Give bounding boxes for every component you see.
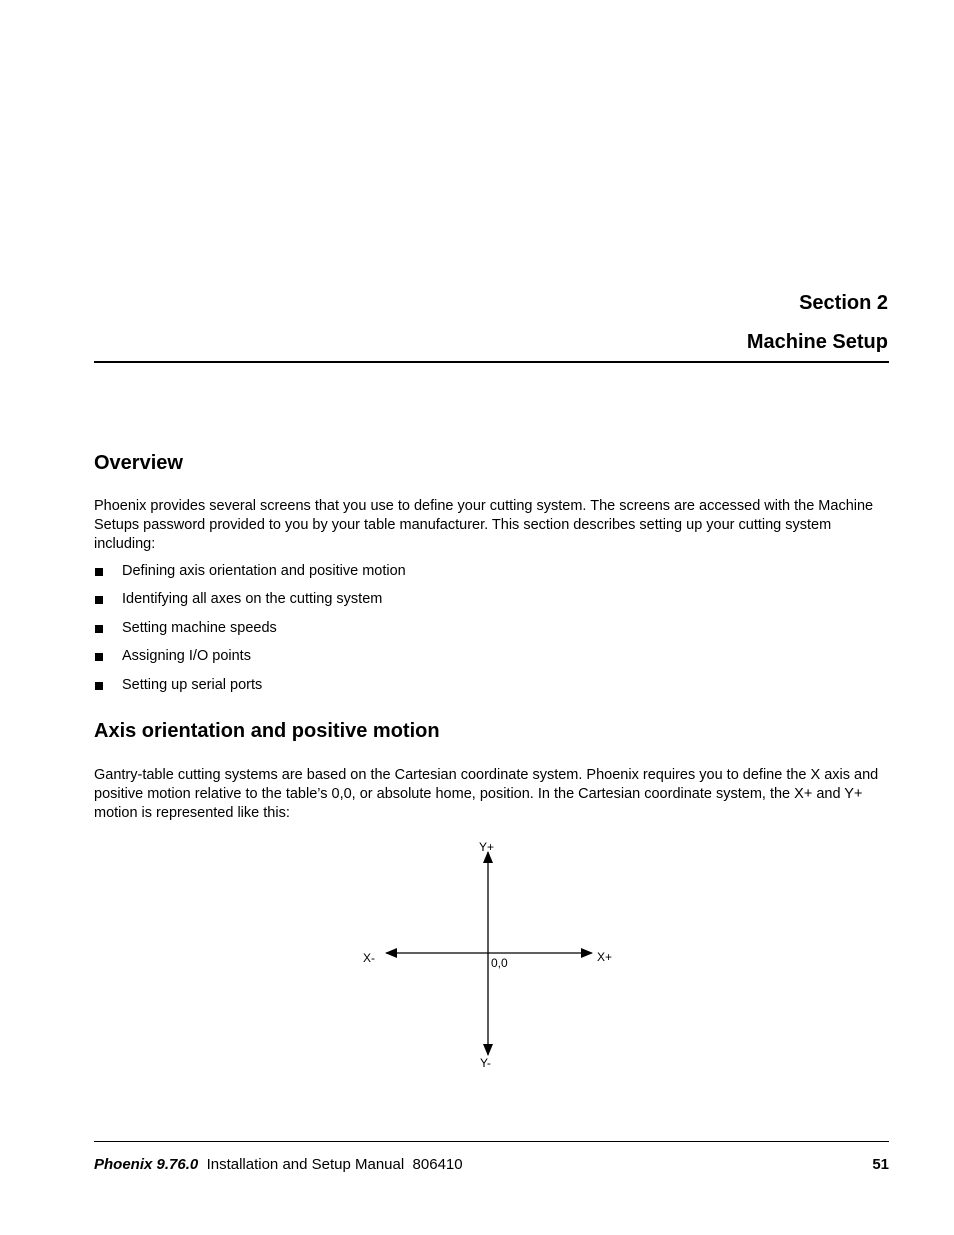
axis-diagram: [330, 835, 650, 1075]
list-item: [94, 676, 694, 704]
bullet-icon: [95, 596, 103, 604]
list-item-text: Defining axis orientation and positive motion: [122, 563, 406, 579]
x-plus-label: X+: [597, 950, 613, 964]
overview-bullet-list: [94, 562, 694, 704]
footer-rule: [94, 1141, 889, 1142]
section-title: Machine Setup: [746, 331, 888, 353]
list-item-text: Identifying all axes on the cutting system: [122, 591, 383, 608]
footer: [94, 1156, 889, 1173]
header-rule: [94, 361, 889, 363]
bullet-icon: [95, 625, 103, 633]
section-label: Section 2: [799, 292, 888, 314]
axis-paragraph: Gantry-table cutting systems are based on the Cartesian coordinate system. Phoenix requires you to define the X axis and positive motion relative to the table’s 0,0, or absolute home, position. In the Cartesian coordinate system, the X+ and Y+ motion is represented like this:: [94, 767, 879, 821]
bullet-icon: [95, 682, 103, 690]
list-item: [94, 647, 694, 675]
list-item-text: Setting up serial ports: [122, 676, 263, 693]
overview-heading: Overview: [94, 452, 183, 474]
list-item: [94, 590, 694, 618]
footer-manual-title: Installation and Setup Manual: [206, 1156, 405, 1173]
overview-paragraph: Phoenix provides several screens that you use to define your cutting system. The screens are accessed with the Machine Setups password provided to you by your table manufacturer. This section describes setting up your cutting system including:: [94, 498, 874, 552]
page-number: 51: [872, 1156, 889, 1173]
bullet-icon: [95, 653, 103, 661]
list-item: [94, 562, 694, 590]
y-minus-label: Y-: [480, 1056, 491, 1070]
footer-part-number: 806410: [412, 1156, 463, 1173]
origin-label: 0,0: [491, 956, 508, 970]
list-item: [94, 619, 694, 647]
bullet-icon: [95, 568, 103, 576]
list-item-text: Setting machine speeds: [122, 619, 277, 636]
y-plus-label: Y+: [479, 840, 495, 854]
list-item-text: Assigning I/O points: [122, 648, 251, 665]
axis-heading: Axis orientation and positive motion: [94, 720, 440, 742]
footer-product: Phoenix 9.76.0: [94, 1156, 199, 1173]
x-minus-label: X-: [363, 951, 375, 965]
